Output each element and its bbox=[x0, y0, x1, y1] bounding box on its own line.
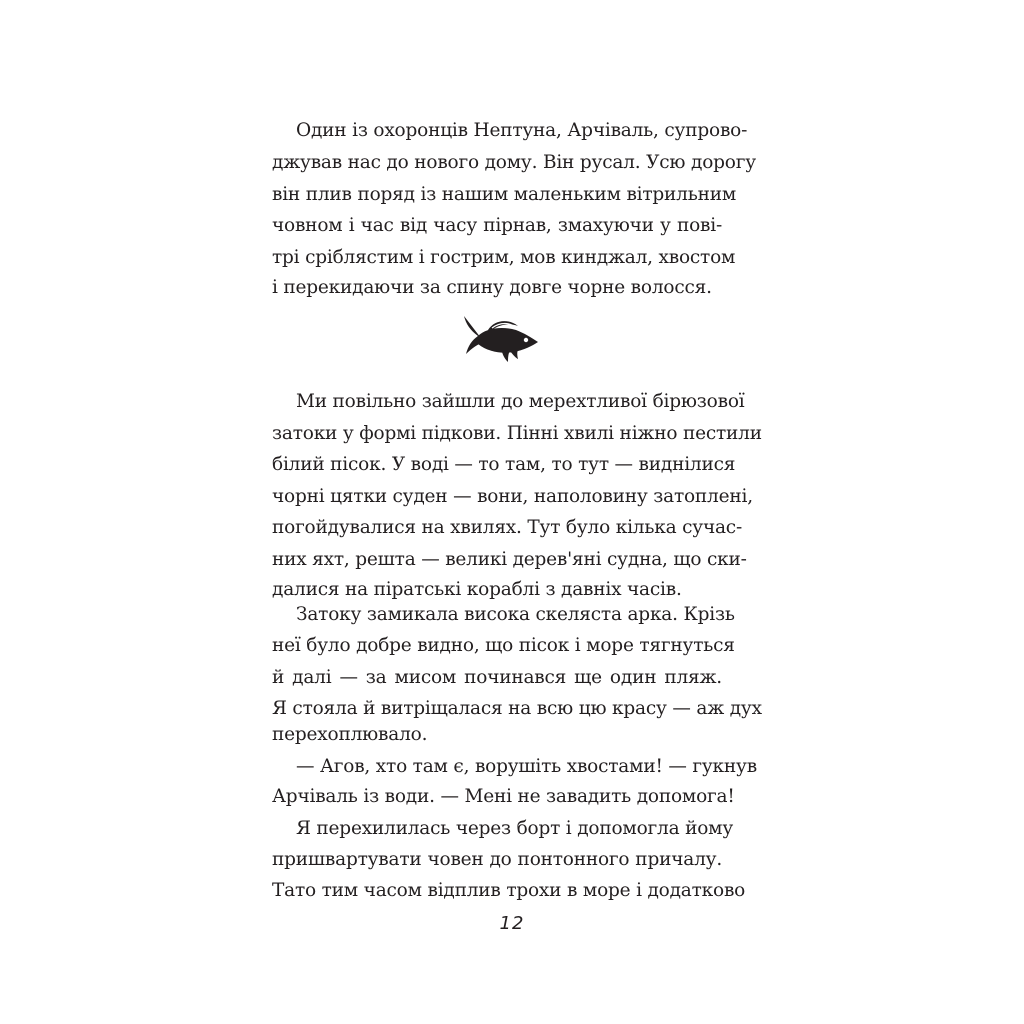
paragraph-4-line-2: Арчіваль із води. — Мені не завадить допомога! bbox=[272, 786, 735, 807]
paragraph-3-line-2: неї було добре видно, що пісок і море тягнуться bbox=[272, 635, 735, 656]
paragraph-1-line-3: він плив поряд із нашим маленьким вітрильним bbox=[272, 184, 737, 205]
paragraph-5-line-2: пришвартувати човен до понтонного причалу. bbox=[272, 849, 722, 870]
paragraph-4-line-1: — Агов, хто там є, ворушіть хвостами! — гукнув bbox=[296, 756, 757, 777]
fish-icon bbox=[462, 314, 540, 364]
paragraph-3-line-3: й далі — за мисом починався ще один пляж. bbox=[272, 667, 722, 688]
paragraph-3-line-4: Я стояла й витріщалася на всю цю красу — аж дух bbox=[272, 698, 762, 719]
paragraph-2-line-3: білий пісок. У воді — то там, то тут — виднілися bbox=[272, 454, 736, 475]
paragraph-2-line-2: затоки у формі підкови. Пінні хвилі ніжно пестили bbox=[272, 423, 762, 444]
paragraph-2-line-1: Ми повільно зайшли до мерехтливої бірюзової bbox=[296, 391, 745, 412]
paragraph-3-line-5: перехоплювало. bbox=[272, 724, 428, 745]
paragraph-3-line-1: Затоку замикала висока скеляста арка. Крізь bbox=[296, 604, 735, 625]
paragraph-2-line-5: погойдувалися на хвилях. Тут було кілька сучас- bbox=[272, 517, 743, 538]
paragraph-2-line-7: далися на піратські кораблі з давніх часів. bbox=[272, 579, 682, 600]
paragraph-2-line-6: них яхт, решта — великі дерев'яні судна, що ски- bbox=[272, 549, 747, 570]
paragraph-1-line-5: трі сріблястим і гострим, мов кинджал, хвостом bbox=[272, 247, 736, 268]
paragraph-1-line-1: Один із охоронців Нептуна, Арчіваль, супрово- bbox=[296, 120, 748, 141]
paragraph-1-line-6: і перекидаючи за спину довге чорне волосся. bbox=[272, 277, 712, 298]
paragraph-2-line-4: чорні цятки суден — вони, наполовину затоплені, bbox=[272, 486, 753, 507]
paragraph-5-line-1: Я перехилилась через борт і допомогла йому bbox=[296, 818, 734, 839]
paragraph-1-line-4: човном і час від часу пірнав, змахуючи у пові- bbox=[272, 215, 722, 236]
paragraph-1-line-2: джував нас до нового дому. Він русал. Усю дорогу bbox=[272, 152, 756, 173]
paragraph-5-line-3: Тато тим часом відплив трохи в море і додатково bbox=[272, 880, 746, 901]
page-number: 12 bbox=[499, 913, 525, 934]
